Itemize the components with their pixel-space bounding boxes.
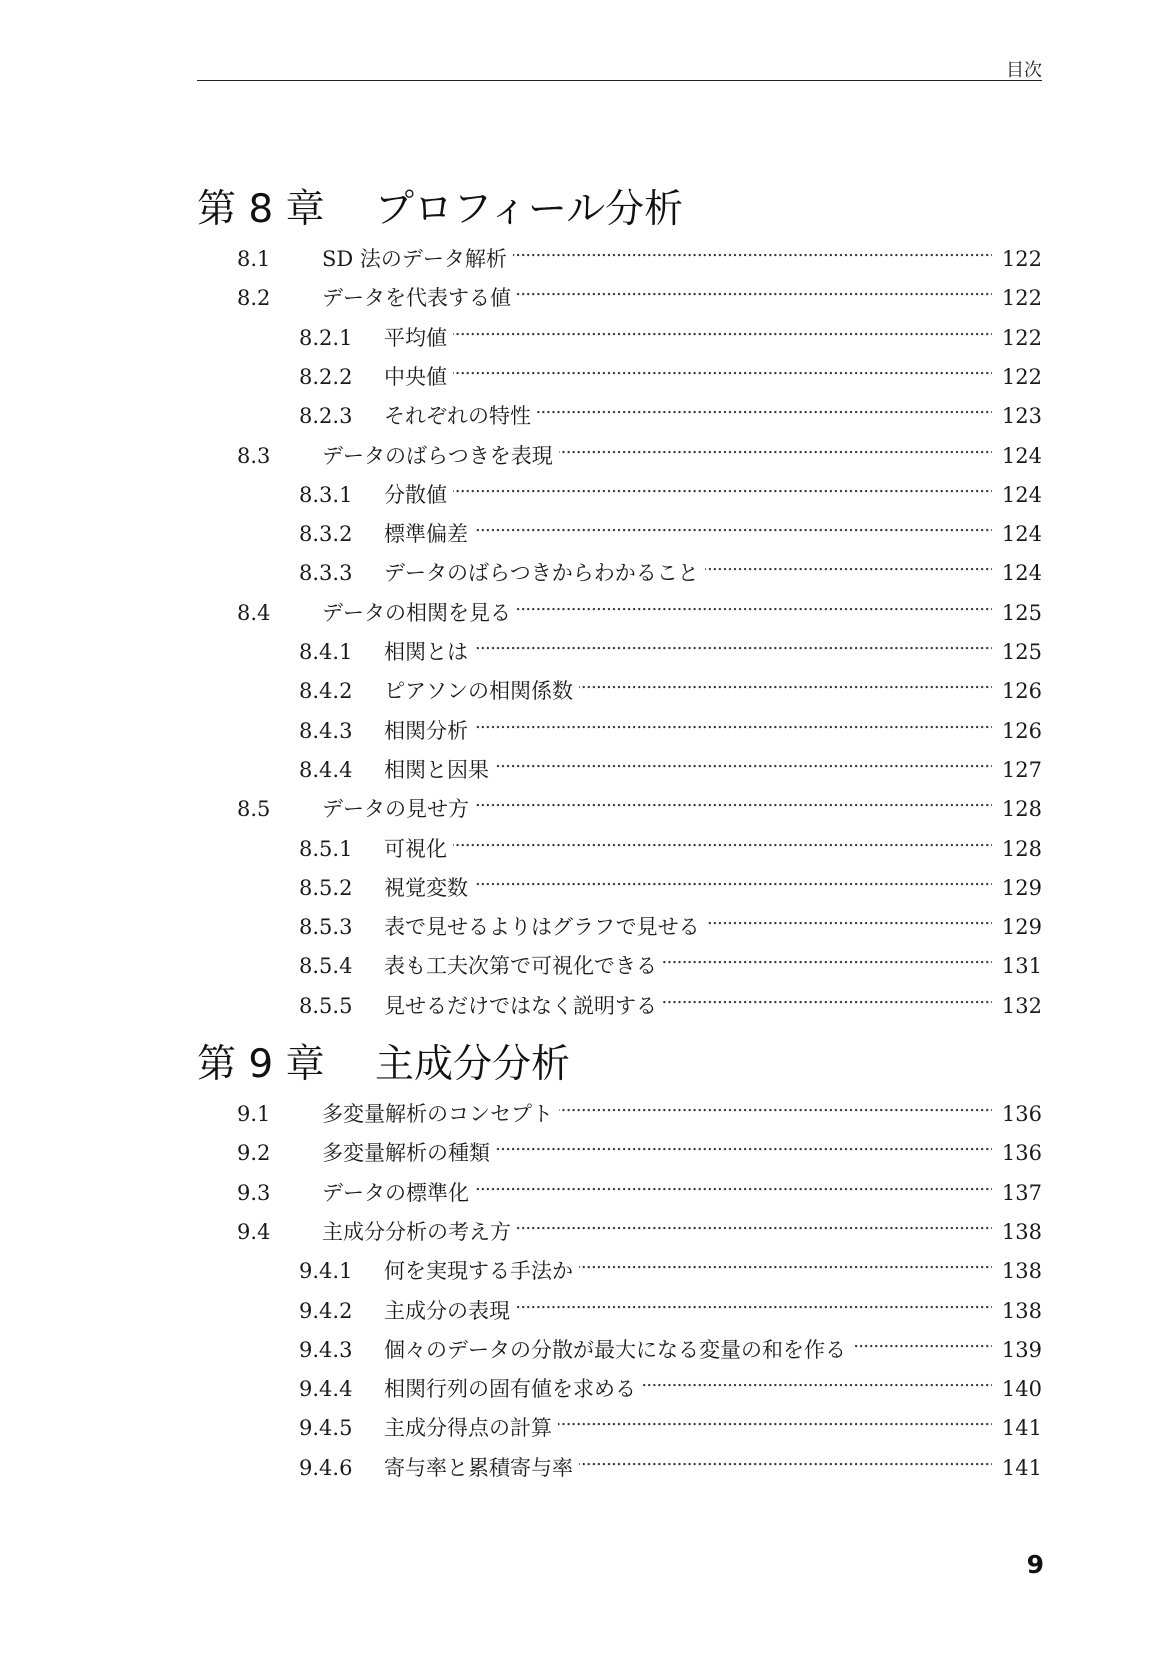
section-page-number: 127 bbox=[1001, 757, 1042, 782]
toc-subsection-entry[interactable] bbox=[299, 472, 1042, 507]
section-number: 8.1 bbox=[237, 247, 271, 271]
section-page-number: 138 bbox=[1001, 1259, 1042, 1284]
toc-section-entry[interactable] bbox=[237, 1091, 1042, 1126]
dot-leader bbox=[474, 708, 992, 738]
section-page-number: 122 bbox=[1001, 286, 1042, 311]
section-title: 主成分得点の計算 bbox=[384, 1416, 552, 1441]
running-header: 目次 bbox=[1006, 60, 1042, 81]
section-page-number: 124 bbox=[1001, 443, 1042, 468]
chapter-heading bbox=[197, 182, 1042, 238]
section-number: 8.3.1 bbox=[299, 482, 353, 507]
toc-subsection-entry[interactable] bbox=[299, 1366, 1042, 1402]
section-number: 8.5.3 bbox=[299, 915, 353, 940]
section-number: 8.3.2 bbox=[299, 522, 353, 547]
section-number: 8.4.2 bbox=[299, 679, 353, 704]
dot-leader bbox=[516, 1288, 992, 1318]
section-title: 分散値 bbox=[384, 482, 447, 507]
section-title: 多変量解析のコンセプト bbox=[322, 1102, 553, 1126]
dot-leader bbox=[517, 1209, 992, 1239]
section-title: 個々のデータの分散が最大になる変量の和を作る bbox=[384, 1337, 846, 1362]
chapter-title: プロフィール分析 bbox=[375, 187, 684, 232]
toc-subsection-entry[interactable] bbox=[299, 826, 1042, 861]
toc-subsection-entry[interactable] bbox=[299, 943, 1042, 979]
section-number: 8.5.5 bbox=[299, 993, 353, 1018]
section-title: データの相関を見る bbox=[322, 600, 511, 625]
toc-subsection-entry[interactable] bbox=[299, 629, 1042, 664]
section-title: 相関分析 bbox=[384, 718, 468, 743]
section-number: 8.2.1 bbox=[299, 325, 353, 350]
dot-leader bbox=[579, 1248, 992, 1278]
section-page-number: 124 bbox=[1001, 482, 1042, 507]
section-page-number: 129 bbox=[1001, 915, 1042, 940]
section-number: 9.4.2 bbox=[299, 1298, 353, 1323]
dot-leader bbox=[579, 1445, 992, 1475]
section-number: 9.4.4 bbox=[299, 1377, 353, 1402]
dot-leader bbox=[579, 668, 992, 698]
section-page-number: 136 bbox=[1001, 1102, 1042, 1126]
section-number: 9.1 bbox=[237, 1102, 271, 1126]
section-title: 主成分の表現 bbox=[384, 1298, 510, 1323]
section-number: 9.4.1 bbox=[299, 1259, 353, 1284]
dot-leader bbox=[517, 275, 992, 305]
section-number: 9.4.5 bbox=[299, 1416, 353, 1441]
dot-leader bbox=[537, 393, 992, 423]
section-title: 相関と因果 bbox=[384, 757, 489, 782]
section-title: 平均値 bbox=[384, 325, 447, 350]
dot-leader bbox=[474, 511, 992, 541]
section-number: 8.3 bbox=[237, 443, 271, 468]
section-page-number: 128 bbox=[1001, 797, 1042, 822]
toc-subsection-entry[interactable] bbox=[299, 315, 1042, 350]
section-page-number: 141 bbox=[1001, 1416, 1042, 1441]
dot-leader bbox=[474, 865, 992, 895]
dot-leader bbox=[559, 433, 992, 463]
section-number: 9.4.6 bbox=[299, 1455, 353, 1480]
section-title: データのばらつきを表現 bbox=[322, 443, 553, 468]
toc-section-entry[interactable] bbox=[237, 275, 1042, 311]
section-number: 9.3 bbox=[237, 1180, 271, 1205]
section-title: データの標準化 bbox=[322, 1180, 469, 1205]
toc-subsection-entry[interactable] bbox=[299, 1288, 1042, 1323]
section-page-number: 122 bbox=[1001, 247, 1042, 271]
toc-section-entry[interactable] bbox=[237, 1130, 1042, 1166]
section-number: 8.4.1 bbox=[299, 640, 353, 664]
section-page-number: 125 bbox=[1001, 640, 1042, 664]
section-title: ピアソンの相関係数 bbox=[384, 679, 573, 704]
toc-subsection-entry[interactable] bbox=[299, 550, 1042, 586]
dot-leader bbox=[517, 590, 992, 620]
toc-subsection-entry[interactable] bbox=[299, 747, 1042, 782]
dot-leader bbox=[453, 315, 992, 345]
dot-leader bbox=[474, 629, 992, 659]
section-page-number: 137 bbox=[1001, 1180, 1042, 1205]
section-number: 8.3.3 bbox=[299, 561, 353, 586]
dot-leader bbox=[663, 983, 992, 1013]
section-title: 中央値 bbox=[384, 364, 447, 389]
header-rule bbox=[197, 80, 1042, 81]
section-page-number: 122 bbox=[1001, 325, 1042, 350]
dot-leader bbox=[852, 1327, 992, 1357]
chapter-number: 第 9 章 bbox=[197, 1042, 325, 1087]
section-title: 何を実現する手法か bbox=[384, 1259, 573, 1284]
dot-leader bbox=[453, 826, 992, 856]
section-page-number: 123 bbox=[1001, 404, 1042, 429]
toc-section-entry[interactable] bbox=[237, 236, 1042, 271]
section-page-number: 128 bbox=[1001, 836, 1042, 861]
dot-leader bbox=[475, 786, 992, 816]
section-page-number: 124 bbox=[1001, 561, 1042, 586]
toc-subsection-entry[interactable] bbox=[299, 393, 1042, 429]
dot-leader bbox=[496, 1130, 992, 1160]
dot-leader bbox=[495, 747, 992, 777]
section-title: それぞれの特性 bbox=[384, 404, 531, 429]
toc-section-entry[interactable] bbox=[237, 590, 1042, 625]
section-title: 可視化 bbox=[384, 836, 447, 861]
toc-subsection-entry[interactable] bbox=[299, 1327, 1042, 1362]
toc-subsection-entry[interactable] bbox=[299, 1445, 1042, 1480]
dot-leader bbox=[453, 472, 992, 502]
toc-subsection-entry[interactable] bbox=[299, 668, 1042, 704]
dot-leader bbox=[558, 1405, 992, 1435]
section-number: 8.4 bbox=[237, 600, 271, 625]
section-number: 8.5 bbox=[237, 797, 271, 822]
toc-section-entry[interactable] bbox=[237, 1209, 1042, 1244]
chapter-heading bbox=[197, 1037, 1042, 1093]
toc-subsection-entry[interactable] bbox=[299, 354, 1042, 389]
section-page-number: 138 bbox=[1001, 1298, 1042, 1323]
section-number: 8.2.2 bbox=[299, 364, 353, 389]
section-number: 8.4.4 bbox=[299, 757, 353, 782]
section-page-number: 136 bbox=[1001, 1141, 1042, 1166]
section-number: 9.2 bbox=[237, 1141, 271, 1166]
section-number: 8.2.3 bbox=[299, 404, 353, 429]
section-page-number: 129 bbox=[1001, 875, 1042, 900]
chapter-title: 主成分分析 bbox=[375, 1042, 571, 1087]
section-title: データのばらつきからわかること bbox=[384, 561, 699, 586]
section-page-number: 141 bbox=[1001, 1455, 1042, 1480]
section-page-number: 131 bbox=[1001, 954, 1042, 979]
toc-section-entry[interactable] bbox=[237, 1170, 1042, 1205]
toc-section-entry[interactable] bbox=[237, 786, 1042, 822]
section-title: 視覚変数 bbox=[384, 875, 468, 900]
section-title: 表で見せるよりはグラフで見せる bbox=[384, 915, 700, 940]
toc-subsection-entry[interactable] bbox=[299, 983, 1042, 1018]
section-title: 寄与率と累積寄与率 bbox=[384, 1455, 573, 1480]
section-title: 標準偏差 bbox=[384, 522, 468, 547]
section-page-number: 126 bbox=[1001, 718, 1042, 743]
section-number: 8.4.3 bbox=[299, 718, 353, 743]
toc-section-entry[interactable] bbox=[237, 433, 1042, 468]
dot-leader bbox=[559, 1091, 992, 1121]
section-title: 相関とは bbox=[384, 640, 468, 664]
section-title: データの見せ方 bbox=[322, 797, 469, 822]
dot-leader bbox=[663, 943, 992, 973]
section-number: 8.5.1 bbox=[299, 836, 353, 861]
section-number: 9.4 bbox=[237, 1219, 271, 1244]
page-number: 9 bbox=[1026, 1550, 1044, 1579]
section-title: 表も工夫次第で可視化できる bbox=[384, 954, 657, 979]
dot-leader bbox=[475, 1170, 992, 1200]
section-number: 8.5.4 bbox=[299, 954, 353, 979]
section-page-number: 122 bbox=[1001, 364, 1042, 389]
dot-leader bbox=[453, 354, 992, 384]
toc-subsection-entry[interactable] bbox=[299, 1405, 1042, 1441]
section-title: データを代表する値 bbox=[322, 286, 511, 311]
dot-leader bbox=[642, 1366, 992, 1396]
section-title: SD 法のデータ解析 bbox=[322, 247, 507, 271]
section-title: 多変量解析の種類 bbox=[322, 1141, 490, 1166]
section-number: 8.5.2 bbox=[299, 875, 353, 900]
section-title: 見せるだけではなく説明する bbox=[384, 993, 657, 1018]
dot-leader bbox=[513, 236, 992, 266]
section-number: 8.2 bbox=[237, 286, 271, 311]
toc-subsection-entry[interactable] bbox=[299, 1248, 1042, 1284]
section-page-number: 125 bbox=[1001, 600, 1042, 625]
toc-subsection-entry[interactable] bbox=[299, 904, 1042, 940]
section-number: 9.4.3 bbox=[299, 1337, 353, 1362]
toc-subsection-entry[interactable] bbox=[299, 865, 1042, 900]
section-title: 主成分分析の考え方 bbox=[322, 1219, 511, 1244]
toc-subsection-entry[interactable] bbox=[299, 511, 1042, 547]
section-title: 相関行列の固有値を求める bbox=[384, 1377, 636, 1402]
dot-leader bbox=[706, 904, 992, 934]
section-page-number: 124 bbox=[1001, 522, 1042, 547]
dot-leader bbox=[705, 550, 992, 580]
chapter-number: 第 8 章 bbox=[197, 187, 325, 232]
section-page-number: 126 bbox=[1001, 679, 1042, 704]
section-page-number: 140 bbox=[1001, 1377, 1042, 1402]
section-page-number: 132 bbox=[1001, 993, 1042, 1018]
toc-subsection-entry[interactable] bbox=[299, 708, 1042, 743]
section-page-number: 138 bbox=[1001, 1219, 1042, 1244]
section-page-number: 139 bbox=[1001, 1337, 1042, 1362]
